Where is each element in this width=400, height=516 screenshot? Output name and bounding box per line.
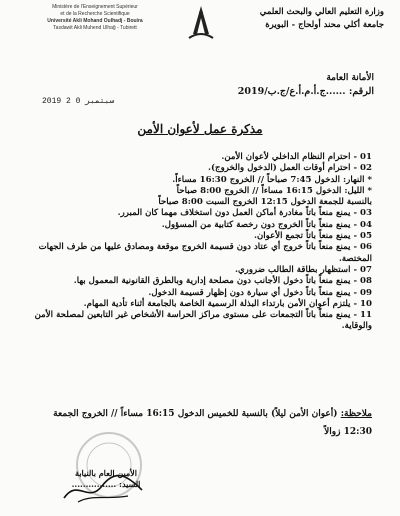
list-item: 01 - احترام النظام الداخلي لأعوان الأمن.	[221, 152, 372, 162]
list-item: 02 - احترام أوقات العمل (الدخول والخروج).	[208, 163, 372, 174]
note-time: 12:30 زوالاً	[324, 427, 372, 437]
header-left-line: Ministère de l'Enseignement Supérieur	[52, 4, 138, 10]
header-right-line: وزارة التعليم العالي والبحث العلمي	[259, 7, 384, 17]
list-item: 08 - يمنع منعاً باتاً دخول الأجانب دون مصلحة إدارية وبالطرق القانونية المعمول بها.	[73, 276, 372, 287]
header-french-block	[20, 4, 170, 32]
note-text: (أعوان الأمن ليلاً) بالنسبة للخميس الدخول 16:15 مساءاً // الخروج الجمعة	[53, 409, 338, 419]
handwritten-signature-icon	[58, 468, 148, 508]
date-stamp: 2019 سبتمبر 0 2	[42, 97, 115, 106]
signature-name: السيد: ................	[71, 479, 141, 489]
secretariat-label: الأمانة العامة	[326, 73, 374, 83]
header-left-line: et de la Recherche Scientifique	[60, 11, 130, 17]
university-logo-icon	[184, 4, 218, 42]
list-item: 04 - يمنع منعاً باتاً الخروج دون رخصة كتابية من المسؤول.	[161, 219, 372, 230]
memo-title: مذكرة عمل لأعوان الأمن	[137, 122, 263, 136]
header-left-line: Université Akli Mohand Oulhadj - Bouira	[47, 18, 143, 24]
list-item: 05 - يمنع منعاً باتاً تجمع الأعوان.	[253, 231, 372, 242]
list-item: * النهار: الدخول 7:45 صباحاً // الخروج 16:30 مساءاً.	[172, 174, 372, 185]
reference-number: الرقم: ......ج.أ.م.أ.ع/ج.ب/2019	[237, 86, 374, 97]
list-item: 03 - يمنع منعاً باتاً مغادرة أماكن العمل دون استخلاف مهما كان المبرر.	[117, 208, 372, 219]
memo-items-list	[22, 152, 372, 333]
list-item: 06 - يمنع منعاً باتاً خروج أي عتاد دون قسيمة الخروج موقعة ومصادق عليها من طرف الجهات المختصة.	[38, 242, 372, 264]
list-item: 07 - استظهار بطاقة الطالب ضروري.	[234, 264, 372, 275]
list-item: * الليل: الدخول 16:15 مساءاً // الخروج 8:00 صباحاً	[176, 185, 372, 196]
list-item: 09 - يمنع منعاً باتاً دخول أي سيارة دون إظهار قسيمة الدخول.	[148, 287, 372, 298]
list-item: بالنسبة للجمعة الدخول 12:15 الخروج السبت 8:00 صباحاً	[158, 197, 372, 208]
list-item: 11 - يمنع منعاً باتاً التجمعات على مستوى مراكز الحراسة الأشخاص غير التابعين لمصلحة الأمن والوقاية.	[34, 310, 372, 332]
header-right-line: جامعة أكلي محند أولحاج - البويرة	[265, 20, 384, 30]
header-arabic-block	[234, 6, 384, 32]
note-label: ملاحظة:	[340, 409, 372, 419]
list-item: 10 - يلتزم أعوان الأمن بارتداء البذلة الرسمية الخاصة بالجامعة أثناء تأدية المهام.	[83, 298, 372, 309]
note-block	[22, 408, 372, 421]
header-left-line: Tasdawit Akli Muhend Ulhağ - Tubirett	[53, 25, 137, 31]
signature-title: الأمين العام بالنيابة	[75, 468, 137, 478]
